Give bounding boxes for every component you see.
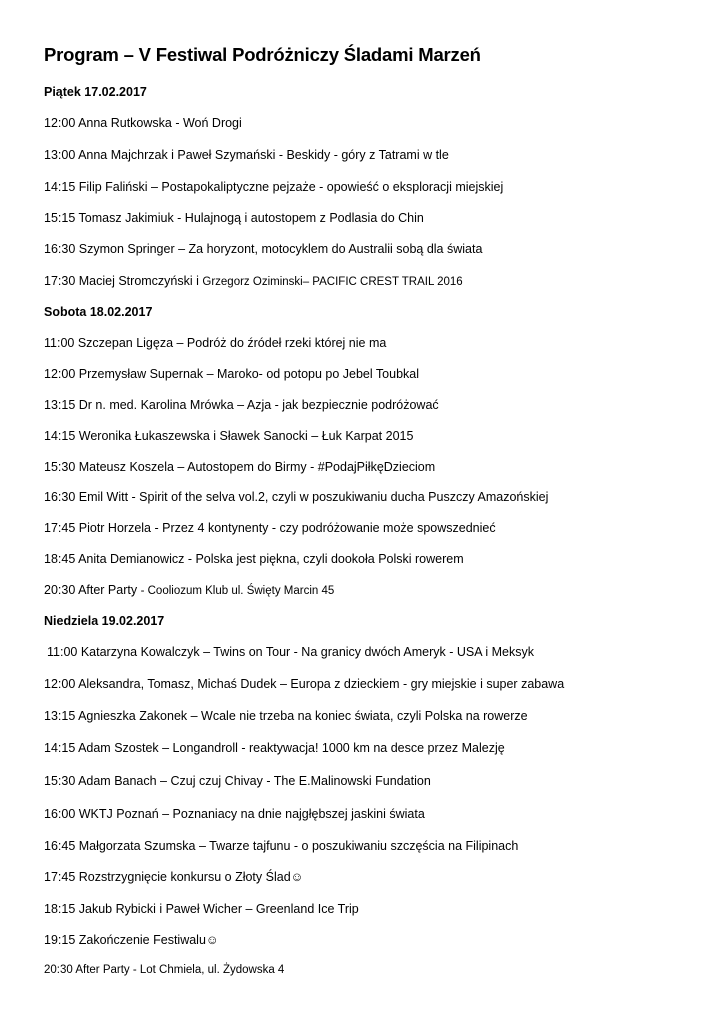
schedule-entry: 14:15 Filip Faliński – Postapokaliptyczne pejzaże - opowieść o eksploracji miejskiej (44, 180, 504, 194)
day-heading-friday: Piątek 17.02.2017 (44, 85, 147, 99)
page-title: Program – V Festiwal Podróżniczy Śladami Marzeń (44, 44, 481, 65)
schedule-entry-rest: Grzegorz Oziminski– PACIFIC CREST TRAIL 2016 (202, 276, 463, 288)
schedule-entry: 13:15 Dr n. med. Karolina Mrówka – Azja - jak bezpiecznie podróżować (44, 398, 439, 412)
schedule-entry: 17:45 Piotr Horzela - Przez 4 kontynenty - czy podróżowanie może spowszednieć (44, 521, 496, 535)
schedule-entry: 14:15 Adam Szostek – Longandroll - reaktywacja! 1000 km na desce przez Malezję (44, 741, 505, 755)
schedule-entry: 17:45 Rozstrzygnięcie konkursu o Złoty Ślad☺ (44, 870, 304, 884)
schedule-entry: 14:15 Weronika Łukaszewska i Sławek Sanocki – Łuk Karpat 2015 (44, 429, 414, 443)
schedule-entry-lead: 20:30 After Party (44, 583, 141, 597)
schedule-entry (44, 583, 334, 597)
schedule-entry: 11:00 Szczepan Ligęza – Podróż do źródeł rzeki której nie ma (44, 336, 387, 350)
day-heading-saturday: Sobota 18.02.2017 (44, 305, 153, 319)
schedule-entry: 15:30 Adam Banach – Czuj czuj Chivay - The E.Malinowski Fundation (44, 774, 431, 788)
schedule-entry: 15:15 Tomasz Jakimiuk - Hulajnogą i autostopem z Podlasia do Chin (44, 211, 424, 225)
schedule-entry: 11:00 Katarzyna Kowalczyk – Twins on Tour - Na granicy dwóch Ameryk - USA i Meksyk (47, 645, 535, 659)
schedule-entry: 16:45 Małgorzata Szumska – Twarze tajfunu - o poszukiwaniu szczęścia na Filipinach (44, 839, 519, 853)
schedule-entry (44, 962, 284, 976)
schedule-entry: 13:15 Agnieszka Zakonek – Wcale nie trzeba na koniec świata, czyli Polska na rowerze (44, 709, 528, 723)
schedule-entry: 16:00 WKTJ Poznań – Poznaniacy na dnie najgłębszej jaskini świata (44, 807, 425, 821)
schedule-entry-rest: - Cooliozum Klub ul. Święty Marcin 45 (140, 585, 335, 597)
schedule-entry: 12:00 Anna Rutkowska - Woń Drogi (44, 116, 242, 130)
schedule-entry: 12:00 Aleksandra, Tomasz, Michaś Dudek – Europa z dzieckiem - gry miejskie i super zabawa (44, 677, 565, 691)
schedule-entry-rest: 20:30 After Party - Lot Chmiela, ul. Żydowska 4 (44, 964, 285, 976)
schedule-entry: 16:30 Emil Witt - Spirit of the selva vol.2, czyli w poszukiwaniu ducha Puszczy Amazońskiej (44, 490, 549, 504)
schedule-entry: 15:30 Mateusz Koszela – Autostopem do Birmy - #PodajPiłkęDzieciom (44, 460, 436, 474)
schedule-entry (44, 274, 463, 288)
schedule-entry: 12:00 Przemysław Supernak – Maroko- od potopu po Jebel Toubkal (44, 367, 419, 381)
schedule-entry: 18:45 Anita Demianowicz - Polska jest piękna, czyli dookoła Polski rowerem (44, 552, 464, 566)
schedule-entry: 18:15 Jakub Rybicki i Paweł Wicher – Greenland Ice Trip (44, 902, 359, 916)
schedule-entry: 19:15 Zakończenie Festiwalu☺ (44, 933, 219, 947)
day-heading-sunday: Niedziela 19.02.2017 (44, 614, 165, 628)
schedule-entry-lead: 17:30 Maciej Stromczyński i (44, 274, 203, 288)
schedule-entry: 13:00 Anna Majchrzak i Paweł Szymański - Beskidy - góry z Tatrami w tle (44, 148, 449, 162)
schedule-entry: 16:30 Szymon Springer – Za horyzont, motocyklem do Australii sobą dla świata (44, 242, 483, 256)
